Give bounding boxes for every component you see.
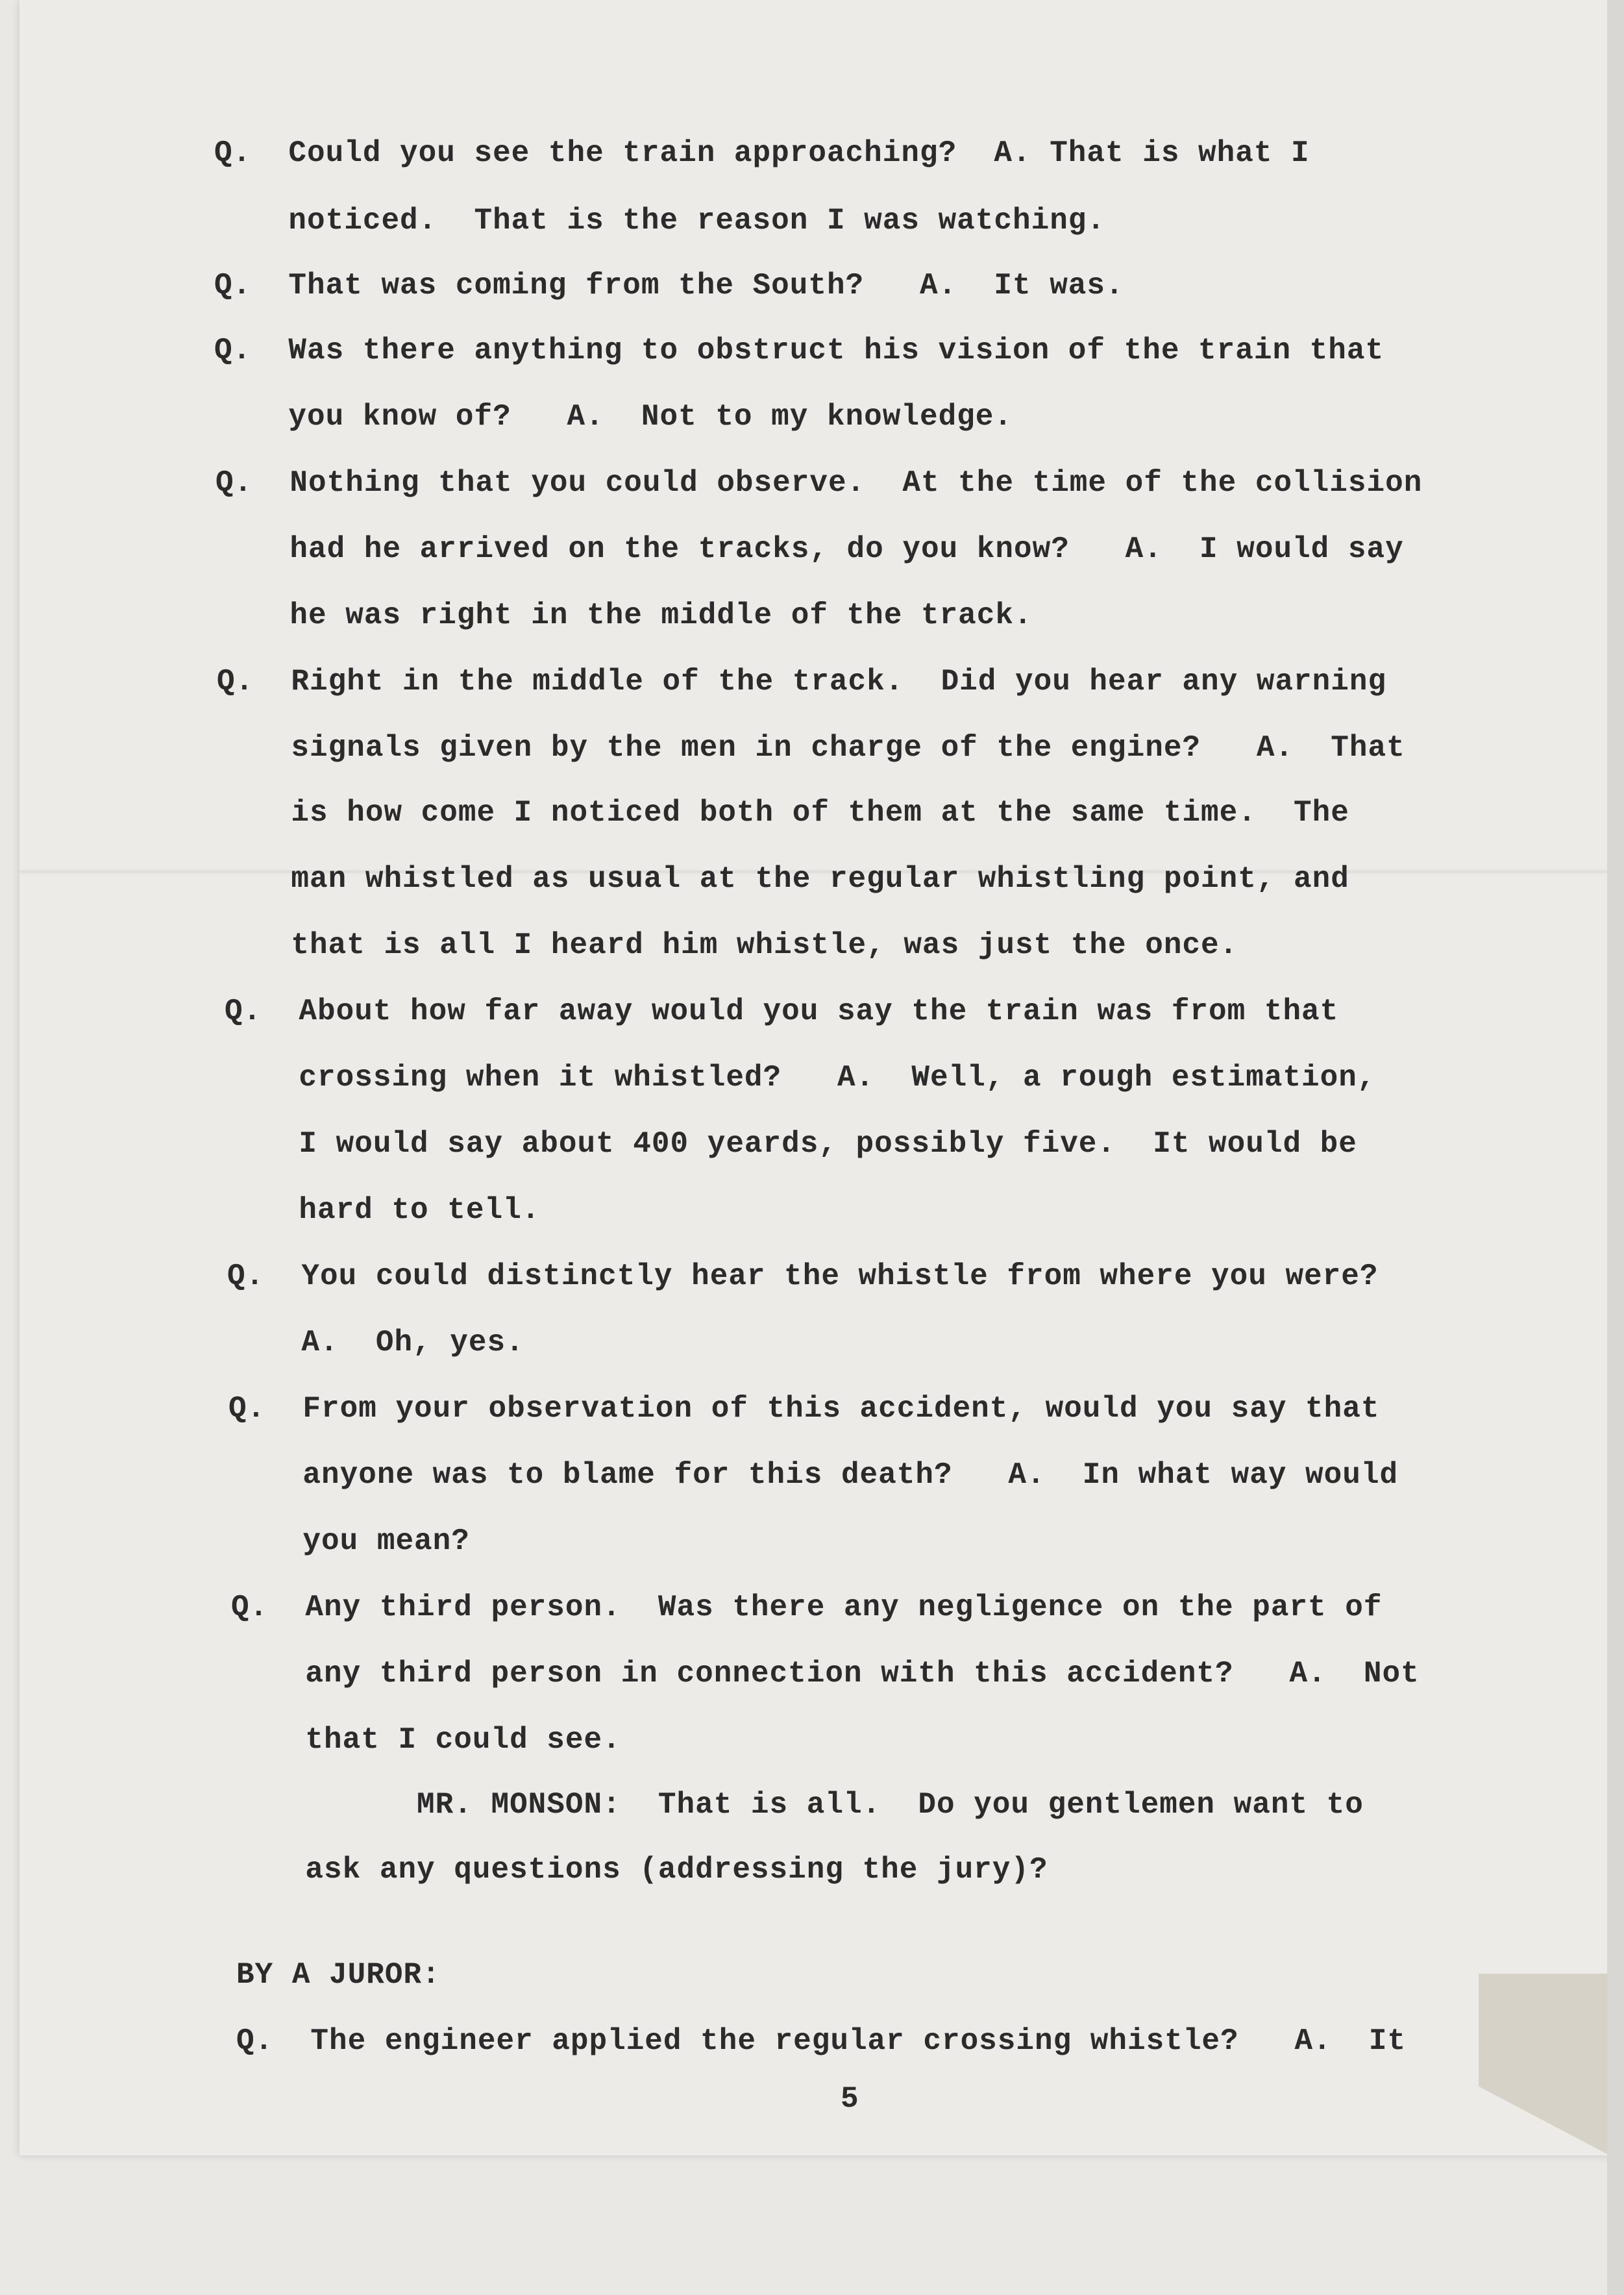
transcript-line: ask any questions (addressing the jury)? [231, 1853, 1048, 1887]
transcript-line: Q. You could distinctly hear the whistle from where you were? [227, 1259, 1379, 1293]
transcript-line: noticed. That is the reason I was watching. [214, 204, 1106, 238]
transcript-line: I would say about 400 yeards, possibly five. It would be [225, 1127, 1357, 1161]
transcript-line: that I could see. [231, 1723, 621, 1757]
transcript-line: Q. From your observation of this accident, would you say that [228, 1392, 1380, 1426]
transcript-line: any third person in connection with this accident? A. Not [231, 1657, 1420, 1691]
transcript-line: he was right in the middle of the track. [215, 599, 1033, 632]
page-number: 5 [841, 2082, 859, 2116]
transcript-line: Q. Could you see the train approaching? A. That is what I [214, 136, 1310, 170]
transcript-line: hard to tell. [225, 1193, 541, 1227]
transcript-line: crossing when it whistled? A. Well, a rough estimation, [225, 1061, 1376, 1095]
transcript-line: Q. About how far away would you say the train was from that [225, 995, 1339, 1028]
transcript-line: A. Oh, yes. [227, 1326, 524, 1359]
transcript-line: Q. That was coming from the South? A. It was. [214, 269, 1124, 303]
transcript-line: Q. Was there anything to obstruct his vision of the train that [214, 334, 1384, 367]
section-heading: BY A JUROR: [236, 1958, 441, 1992]
transcript-line: you mean? [228, 1524, 470, 1558]
transcript-line: Q. The engineer applied the regular crossing whistle? A. It [236, 2024, 1407, 2058]
transcript-line: is how come I noticed both of them at the same time. The [217, 796, 1349, 830]
transcript-line: MR. MONSON: That is all. Do you gentlemen want to [231, 1788, 1364, 1822]
transcript-line: Q. Nothing that you could observe. At the time of the collision [215, 466, 1423, 500]
transcript-line: man whistled as usual at the regular whistling point, and [217, 862, 1349, 896]
transcript-line: had he arrived on the tracks, do you know? A. I would say [215, 532, 1404, 566]
transcript-line: signals given by the men in charge of the engine? A. That [217, 731, 1405, 765]
transcript-line: anyone was to blame for this death? A. In what way would [228, 1458, 1399, 1492]
transcript-line: Q. Any third person. Was there any negligence on the part of [231, 1591, 1383, 1624]
transcript-line: that is all I heard him whistle, was just the once. [217, 928, 1238, 962]
transcript-line: Q. Right in the middle of the track. Did you hear any warning [217, 665, 1387, 699]
transcript-line: you know of? A. Not to my knowledge. [214, 400, 1013, 434]
